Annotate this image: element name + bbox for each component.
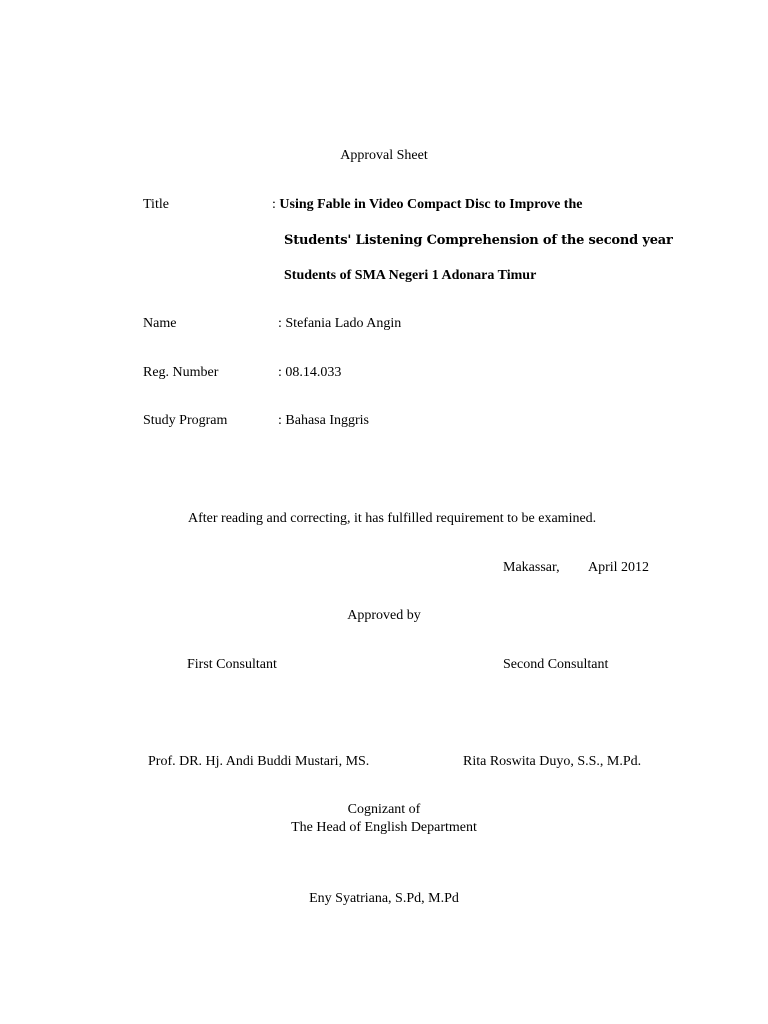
title-value-line-2: Students' Listening Comprehension of the second year [284, 233, 673, 248]
head-of-department-name: Eny Syatriana, S.Pd, M.Pd [309, 891, 459, 906]
reg-number-label: Reg. Number [143, 365, 219, 380]
first-consultant-label: First Consultant [187, 657, 277, 672]
signing-place: Makassar, [503, 560, 560, 575]
study-program-label: Study Program [143, 413, 228, 428]
title-value-line-3: Students of SMA Negeri 1 Adonara Timur [284, 268, 537, 283]
name-value: : Stefania Lado Angin [278, 316, 402, 331]
title-value-line-1 [272, 198, 582, 212]
name-label: Name [143, 316, 177, 331]
page-heading: Approval Sheet [340, 148, 428, 163]
second-consultant-name: Rita Roswita Duyo, S.S., M.Pd. [463, 754, 642, 769]
title-label: Title [143, 197, 169, 212]
study-program-value: : Bahasa Inggris [278, 413, 369, 428]
title-text-line-1: Using Fable in Video Compact Disc to Improve the [279, 197, 583, 212]
first-consultant-name: Prof. DR. Hj. Andi Buddi Mustari, MS. [148, 754, 370, 769]
head-of-department-label: The Head of English Department [291, 820, 477, 835]
approved-by-label: Approved by [347, 608, 421, 623]
second-consultant-label: Second Consultant [503, 657, 609, 672]
title-colon: : [272, 197, 276, 212]
reg-number-value: : 08.14.033 [278, 365, 342, 380]
cognizant-label: Cognizant of [347, 802, 421, 817]
approval-statement: After reading and correcting, it has fulfilled requirement to be examined. [188, 511, 597, 526]
signing-date: April 2012 [588, 560, 650, 575]
